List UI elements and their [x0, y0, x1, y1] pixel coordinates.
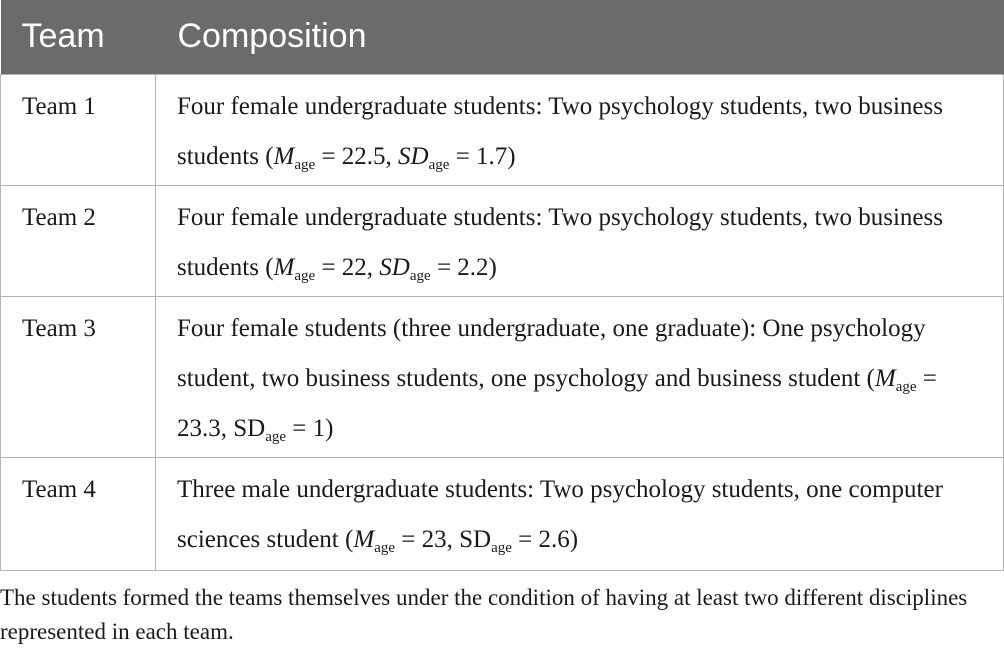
mean-subscript: age	[294, 267, 316, 284]
table-header	[1, 0, 1004, 74]
sd-subscript: age	[265, 428, 287, 445]
age-stats	[273, 142, 516, 173]
header-composition: Composition	[156, 0, 1004, 74]
mean-subscript: age	[294, 156, 316, 173]
composition-cell	[156, 74, 1004, 185]
mean-value: = 22.5,	[315, 142, 399, 170]
composition-cell	[156, 185, 1004, 296]
sd-value: = 1.7)	[449, 142, 516, 170]
sd-subscript: age	[491, 539, 512, 556]
sd-symbol: SD	[459, 525, 492, 553]
sd-value: = 2.6)	[511, 525, 579, 553]
header-team: Team	[1, 0, 156, 74]
table-row	[1, 185, 1004, 296]
composition-text: Four female undergraduate students: Two psychology students, two business students (	[177, 203, 943, 281]
sd-subscript: age	[428, 156, 450, 173]
table-row	[1, 457, 1004, 570]
composition-text: Three male undergraduate students: Two psychology students, one computer sciences student (	[177, 475, 943, 553]
table-row	[1, 296, 1004, 457]
team-cell: Team 4	[1, 457, 156, 570]
table-row	[1, 74, 1004, 185]
sd-subscript: age	[409, 267, 431, 284]
team-cell: Team 2	[1, 185, 156, 296]
sd-value: = 1)	[286, 414, 334, 442]
mean-symbol: M	[874, 364, 896, 392]
mean-subscript: age	[374, 539, 395, 556]
mean-subscript: age	[895, 378, 917, 395]
mean-symbol: M	[353, 525, 375, 553]
mean-symbol: M	[273, 142, 295, 170]
composition-cell	[156, 457, 1004, 570]
team-cell: Team 1	[1, 74, 156, 185]
composition-text: Four female undergraduate students: Two psychology students, two business students (	[177, 92, 943, 170]
age-stats	[353, 525, 579, 556]
sd-symbol: SD	[233, 414, 266, 442]
sd-value: = 2.2)	[430, 253, 497, 281]
mean-value: = 22,	[315, 253, 380, 281]
mean-symbol: M	[273, 253, 295, 281]
team-cell: Team 3	[1, 296, 156, 457]
age-stats	[273, 253, 497, 284]
mean-value: = 23,	[395, 525, 460, 553]
table-footnote: The students formed the teams themselves under the condition of having at least two different disciplines represented in each team.	[0, 585, 968, 644]
header-row	[1, 0, 1004, 74]
composition-cell	[156, 296, 1004, 457]
sd-symbol: SD	[398, 142, 429, 170]
mean-value: = 23.3,	[177, 364, 937, 442]
table-body	[1, 74, 1004, 570]
composition-text: Four female students (three undergraduate, one graduate): One psychology student, two business students, one psychology and business student (	[177, 314, 926, 392]
sd-symbol: SD	[379, 253, 410, 281]
